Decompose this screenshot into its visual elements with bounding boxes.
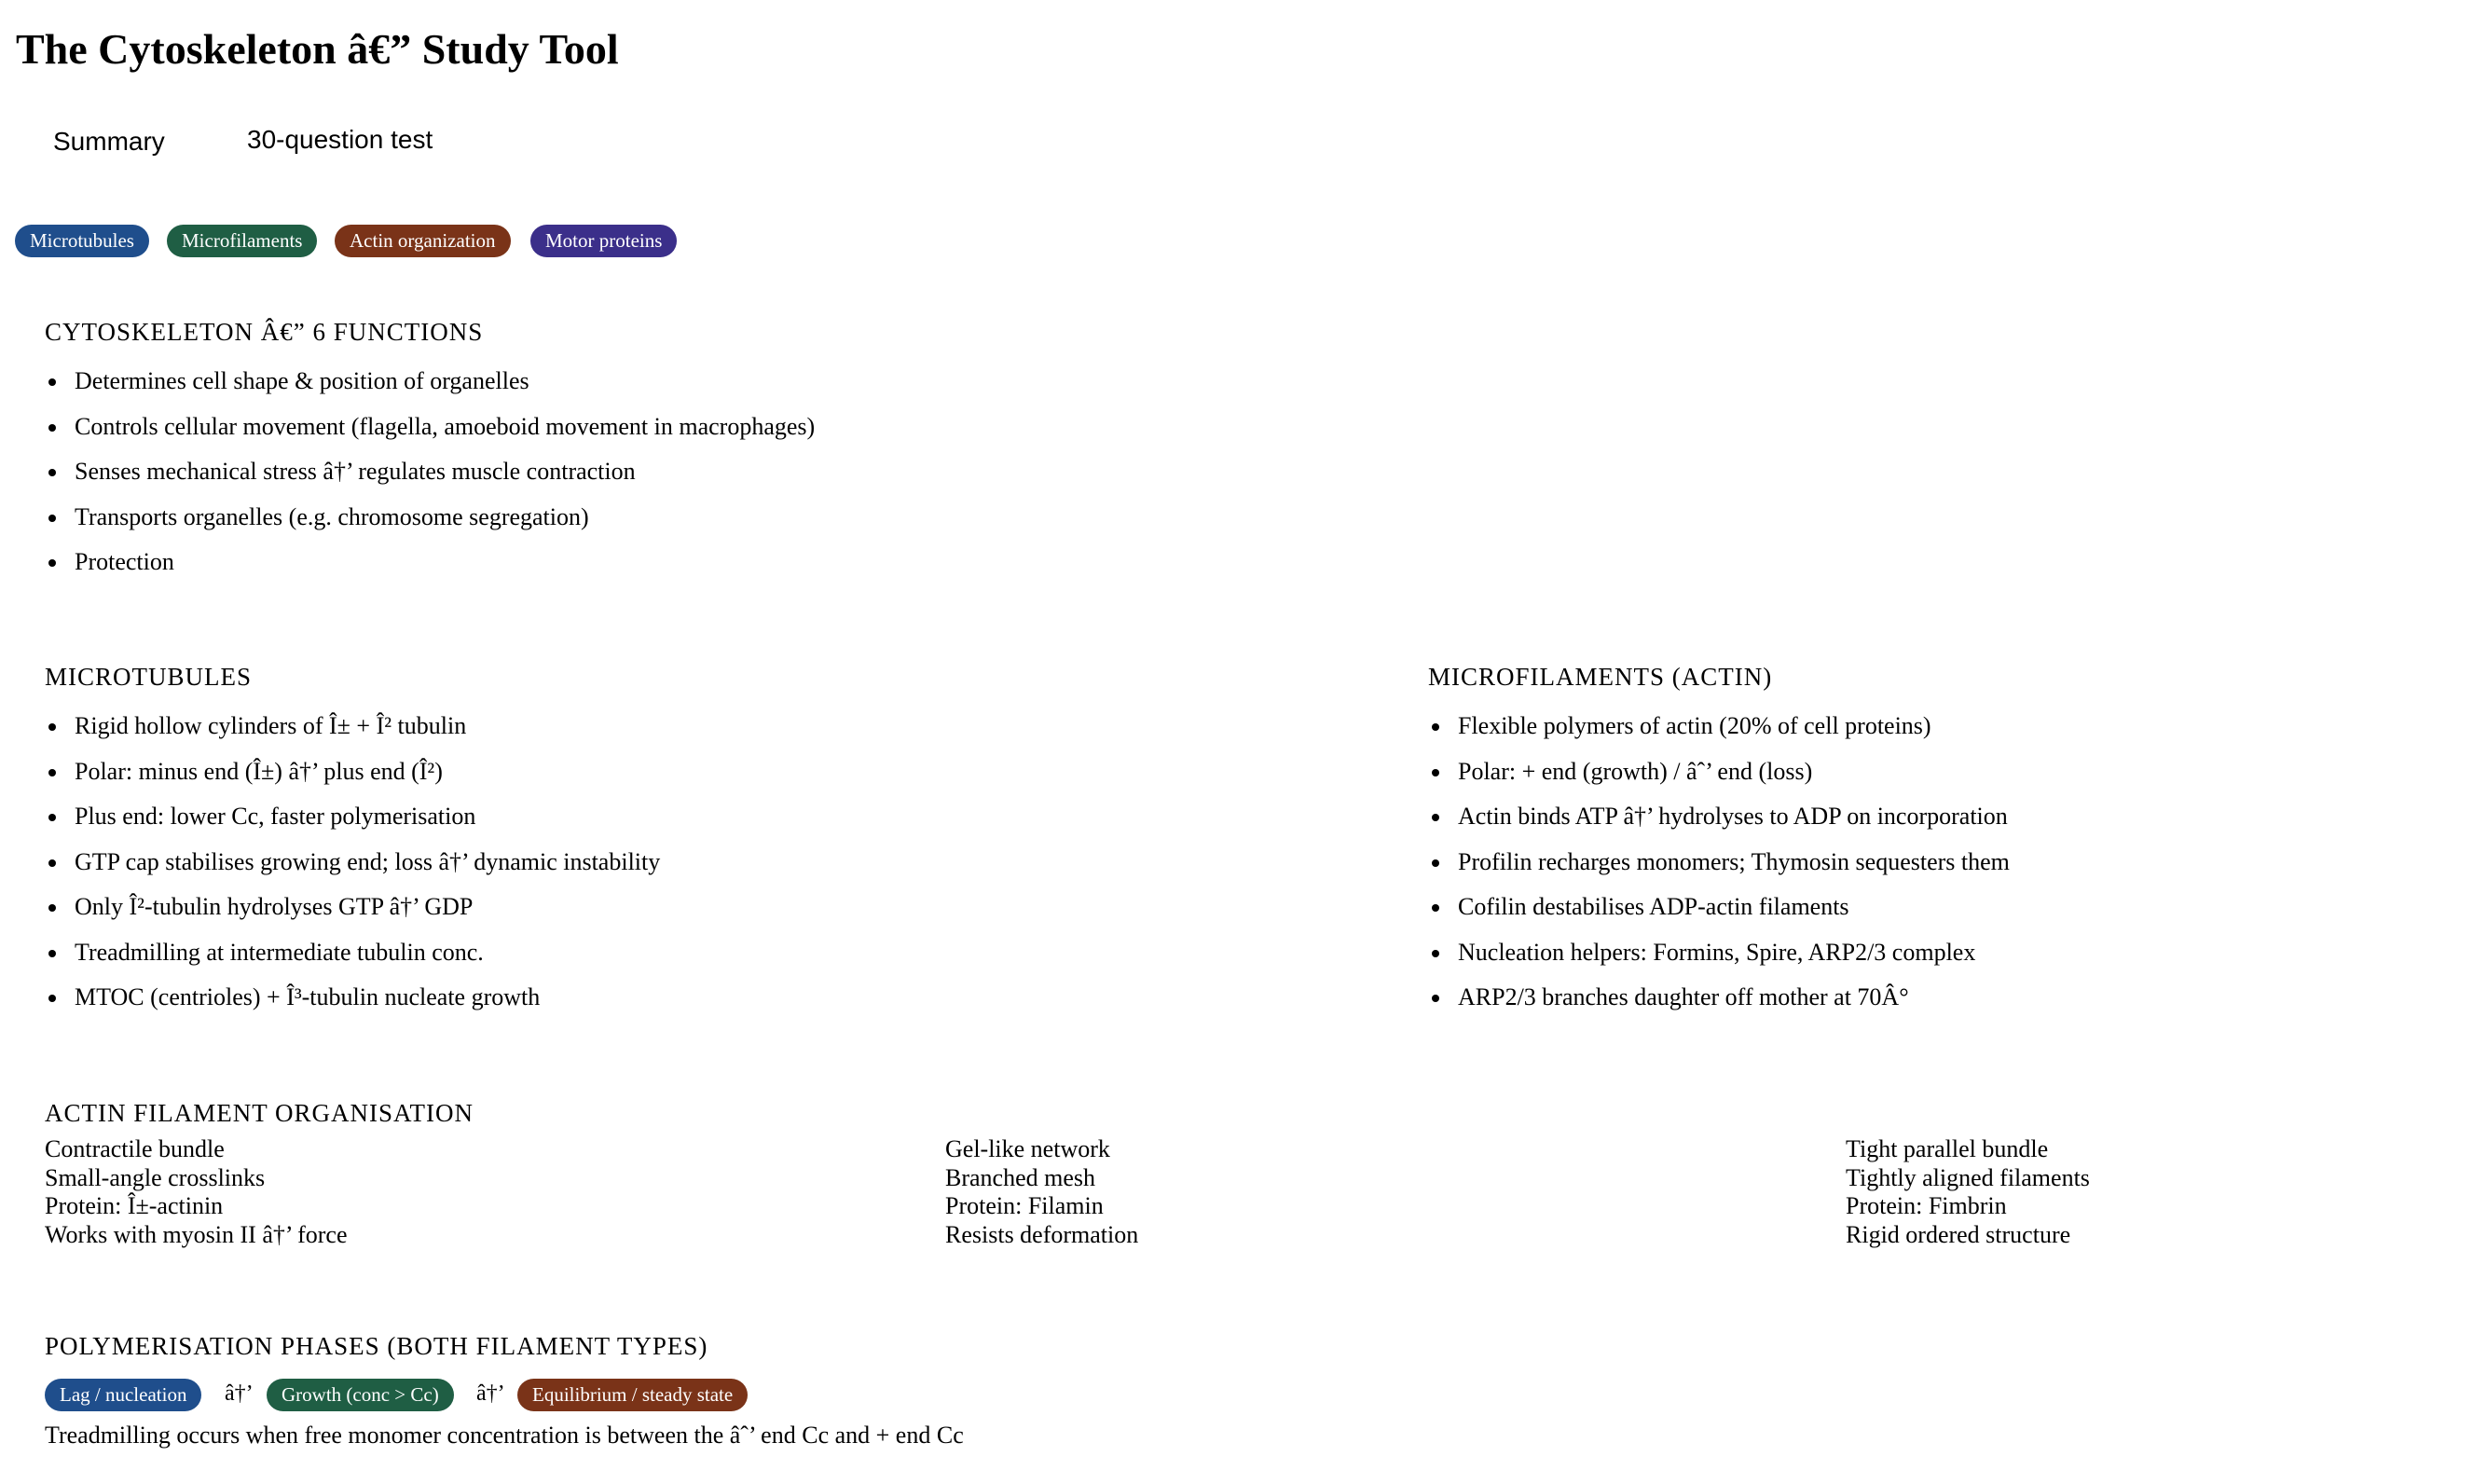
list-item: Senses mechanical stress â†’ regulates muscle contraction [45,449,815,495]
list-item: Determines cell shape & position of organelles [45,359,815,405]
list-item: MTOC (centrioles) + Î³-tubulin nucleate growth [45,975,660,1021]
org-line: Protein: Filamin [945,1192,1104,1219]
tab-30-question-test[interactable]: 30-question test [247,125,433,154]
list-item: Controls cellular movement (flagella, amoeboid movement in macrophages) [45,405,815,450]
list-item: Polar: + end (growth) / âˆ’ end (loss) [1428,749,2010,795]
organisation-title: ACTIN FILAMENT ORGANISATION [45,1099,474,1127]
treadmilling-note: Treadmilling occurs when free monomer concentration is between the âˆ’ end Cc and + end Cc [45,1422,964,1449]
list-item: Polar: minus end (Î±) â†’ plus end (Î²) [45,749,660,795]
list-item: Rigid hollow cylinders of Î± + Î² tubulin [45,704,660,749]
list-item: ARP2/3 branches daughter off mother at 70Â° [1428,975,2010,1021]
org-line: Contractile bundle [45,1135,225,1162]
microtubules-title: MICROTUBULES [45,663,253,691]
chip-microfilaments[interactable]: Microfilaments [167,225,317,257]
list-item: Flexible polymers of actin (20% of cell proteins) [1428,704,2010,749]
phases-title: POLYMERISATION PHASES (BOTH FILAMENT TYPES) [45,1332,708,1360]
microfilaments-list [1428,704,2010,1021]
list-item: GTP cap stabilises growing end; loss â†’ dynamic instability [45,840,660,886]
org-line: Branched mesh [945,1163,1096,1191]
microtubules-list [45,704,660,1021]
list-item: Protection [45,540,815,585]
org-line: Works with myosin II â†’ force [45,1220,348,1248]
list-item: Profilin recharges monomers; Thymosin sequesters them [1428,840,2010,886]
list-item: Plus end: lower Cc, faster polymerisation [45,794,660,840]
organisation-column-contractile [45,1135,348,1249]
org-line: Rigid ordered structure [1846,1220,2071,1248]
page-title: The Cytoskeleton â€” Study Tool [16,25,619,73]
microfilaments-title: MICROFILAMENTS (ACTIN) [1428,663,1773,691]
organisation-column-gel [945,1135,1138,1249]
list-item: Transports organelles (e.g. chromosome segregation) [45,495,815,541]
list-item: Cofilin destabilises ADP-actin filaments [1428,885,2010,930]
tab-summary[interactable]: Summary [53,127,165,156]
list-item: Only Î²-tubulin hydrolyses GTP â†’ GDP [45,885,660,930]
org-line: Protein: Fimbrin [1846,1192,2007,1219]
org-line: Protein: Î±-actinin [45,1192,224,1219]
chip-motor-proteins[interactable]: Motor proteins [530,225,677,257]
org-line: Gel-like network [945,1135,1110,1162]
functions-list [45,359,815,585]
phase-chip-equilibrium: Equilibrium / steady state [517,1379,748,1411]
arrow-icon: â†’ [225,1381,254,1406]
phase-chip-growth: Growth (conc > Cc) [267,1379,454,1411]
org-line: Small-angle crosslinks [45,1163,266,1191]
list-item: Nucleation helpers: Formins, Spire, ARP2/3 complex [1428,930,2010,976]
phase-chip-lag: Lag / nucleation [45,1379,201,1411]
chip-microtubules[interactable]: Microtubules [15,225,149,257]
arrow-icon: â†’ [476,1381,505,1406]
org-line: Tight parallel bundle [1846,1135,2049,1162]
functions-title: CYTOSKELETON Â€” 6 FUNCTIONS [45,318,484,346]
list-item: Treadmilling at intermediate tubulin conc. [45,930,660,976]
org-line: Resists deformation [945,1220,1139,1248]
chip-actin-organization[interactable]: Actin organization [335,225,511,257]
list-item: Actin binds ATP â†’ hydrolyses to ADP on incorporation [1428,794,2010,840]
organisation-column-parallel [1846,1135,2090,1249]
org-line: Tightly aligned filaments [1846,1163,2090,1191]
